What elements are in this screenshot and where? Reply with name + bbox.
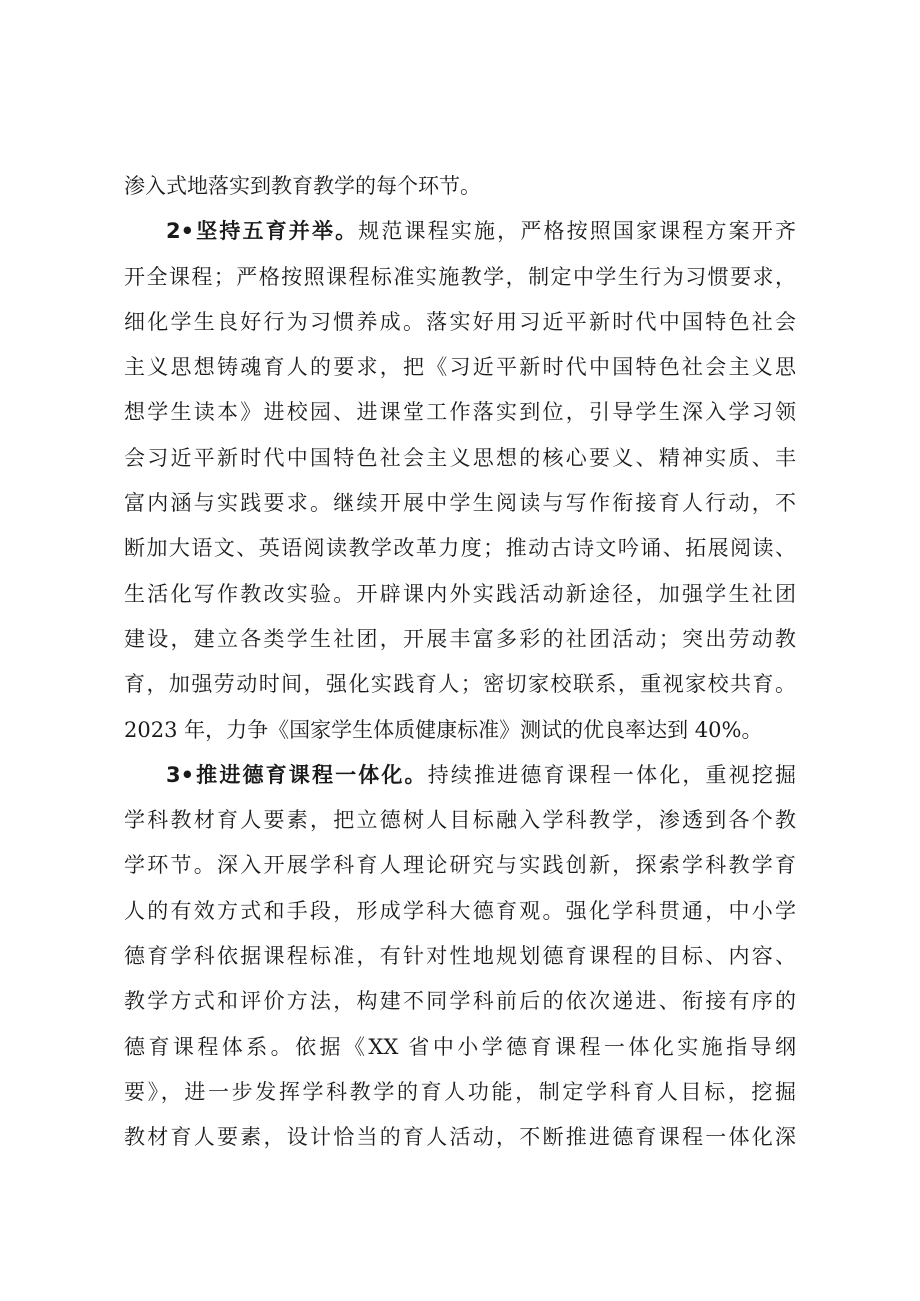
- paragraph-line: 德育学科依据课程标准，有针对性地规划德育课程的目标、内容、: [124, 944, 796, 969]
- paragraph-line: 3•推进德育课程一体化。持续推进德育课程一体化，重视挖掘: [166, 762, 796, 787]
- paragraph-line: 教学方式和评价方法，构建不同学科前后的依次递进、衔接有序的: [124, 989, 796, 1014]
- paragraph-line: 建设，建立各类学生社团，开展丰富多彩的社团活动；突出劳动教: [124, 626, 796, 651]
- document-body: [124, 164, 796, 1161]
- paragraph-line: 会习近平新时代中国特色社会主义思想的核心要义、精神实质、丰: [124, 445, 796, 470]
- paragraph-line: 想学生读本》进校园、进课堂工作落实到位，引导学生深入学习领: [124, 400, 796, 425]
- paragraph-line: 渗入式地落实到教育教学的每个环节。: [124, 174, 481, 198]
- paragraph-line: 富内涵与实践要求。继续开展中学生阅读与写作衔接育人行动，不: [124, 491, 796, 516]
- paragraph-line: 学环节。深入开展学科育人理论研究与实践创新，探索学科教学育: [124, 853, 796, 878]
- paragraph-line: 要》，进一步发挥学科教学的育人功能，制定学科育人目标，挖掘: [124, 1079, 796, 1104]
- paragraph-line: 人的有效方式和手段，形成学科大德育观。强化学科贯通，中小学: [124, 898, 796, 923]
- section-heading: 2•坚持五育并举。: [166, 219, 359, 244]
- paragraph-line: 生活化写作教改实验。开辟课内外实践活动新途径，加强学生社团: [124, 581, 796, 606]
- paragraph-line: 断加大语文、英语阅读教学改革力度；推动古诗文吟诵、拓展阅读、: [124, 536, 796, 561]
- paragraph-line: 2023 年，力争《国家学生体质健康标准》测试的优良率达到 40%。: [124, 717, 763, 742]
- paragraph-line: 育，加强劳动时间，强化实践育人；密切家校联系，重视家校共育。: [124, 672, 796, 697]
- paragraph-line: 学科教材育人要素，把立德树人目标融入学科教学，渗透到各个教: [124, 808, 796, 833]
- paragraph-line: 德育课程体系。依据《XX 省中小学德育课程一体化实施指导纲: [124, 1034, 796, 1059]
- paragraph-line: 开全课程；严格按照课程标准实施教学，制定中学生行为习惯要求，: [124, 264, 796, 289]
- section-heading: 3•推进德育课程一体化。: [166, 762, 428, 787]
- paragraph-line: 细化学生良好行为习惯养成。落实好用习近平新时代中国特色社会: [124, 309, 796, 334]
- paragraph-line: 教材育人要素，设计恰当的育人活动，不断推进德育课程一体化深: [124, 1125, 796, 1150]
- paragraph-line: 2•坚持五育并举。规范课程实施，严格按照国家课程方案开齐: [166, 219, 796, 244]
- paragraph-line: 主义思想铸魂育人的要求，把《习近平新时代中国特色社会主义思: [124, 355, 796, 380]
